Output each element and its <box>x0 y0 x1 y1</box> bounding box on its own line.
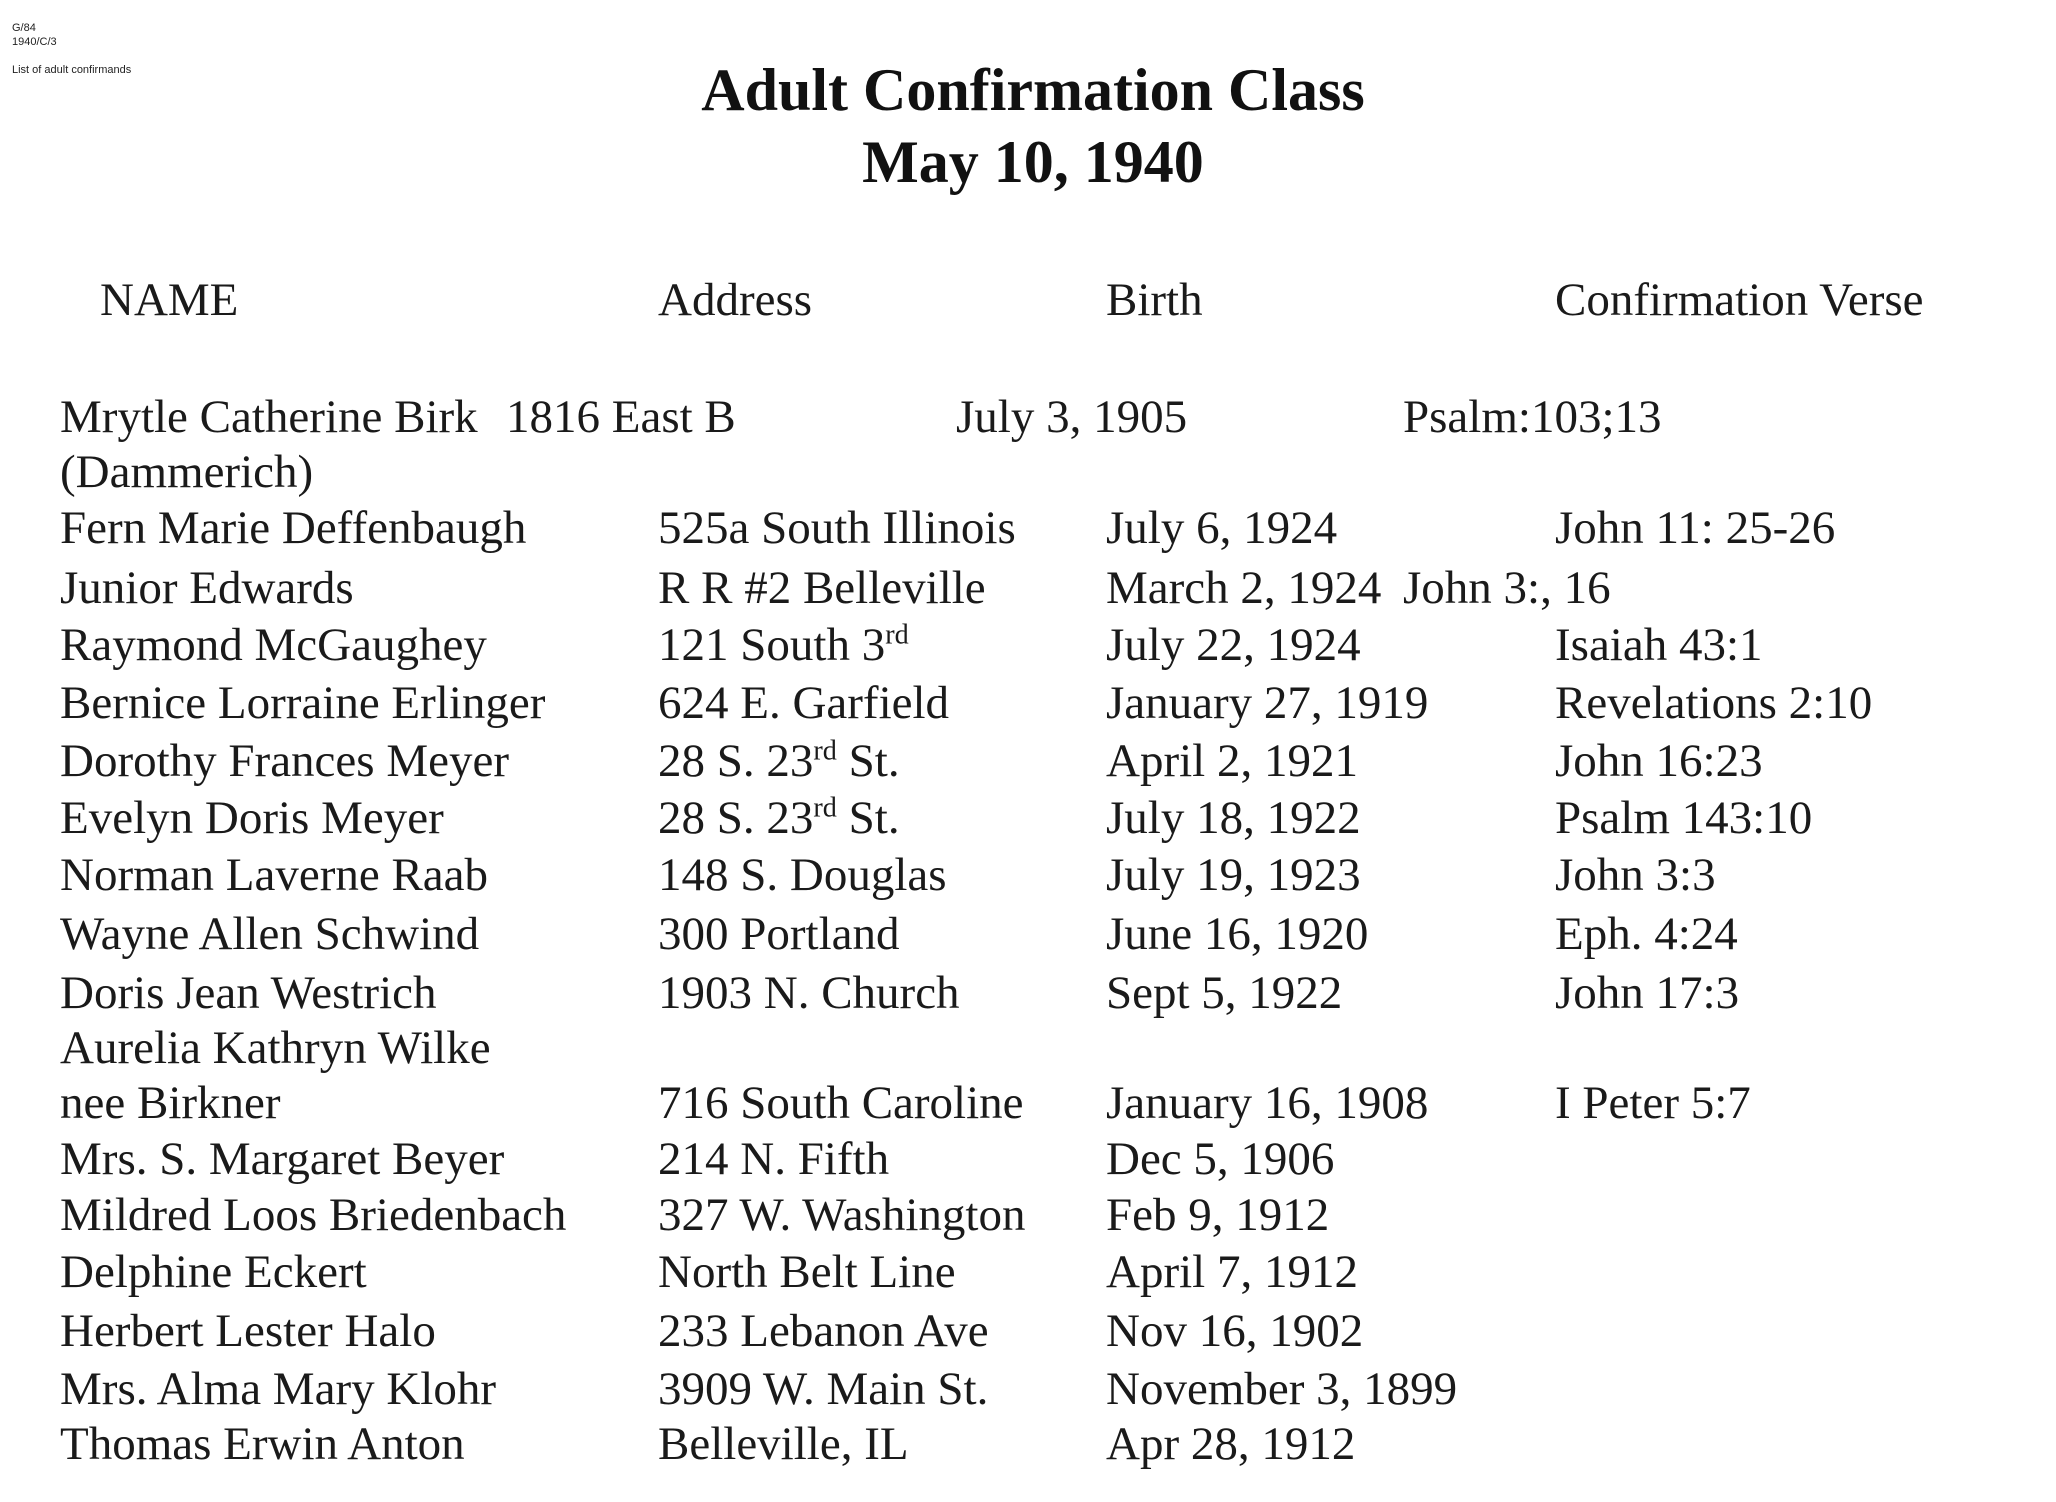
cell-verse: Isaiah 43:1 <box>1555 619 1763 671</box>
cell-birth: Sept 5, 1922 <box>1106 967 1343 1019</box>
cell-verse: John 3:, 16 <box>1403 562 1611 614</box>
cell-name: Junior Edwards <box>60 562 354 614</box>
cell-verse: Psalm:103;13 <box>1403 391 1662 443</box>
cell-address: North Belt Line <box>658 1246 956 1298</box>
cell-name: Evelyn Doris Meyer <box>60 792 444 844</box>
cell-verse: John 3:3 <box>1555 849 1716 901</box>
ref-code-line-1: G/84 <box>12 22 36 34</box>
cell-address: 525a South Illinois <box>658 502 1016 554</box>
header-confirmation-verse: Confirmation Verse <box>1555 274 1924 326</box>
header-birth: Birth <box>1106 274 1203 326</box>
cell-birth: April 7, 1912 <box>1106 1246 1358 1298</box>
cell-name: Dorothy Frances Meyer <box>60 735 509 787</box>
cell-verse: John 16:23 <box>1555 735 1763 787</box>
header-name: NAME <box>100 274 239 326</box>
cell-birth: Dec 5, 1906 <box>1106 1133 1335 1185</box>
cell-name: Bernice Lorraine Erlinger <box>60 677 546 729</box>
cell-name: Aurelia Kathryn Wilke <box>60 1022 491 1074</box>
cell-birth: Nov 16, 1902 <box>1106 1305 1364 1357</box>
cell-address: 300 Portland <box>658 908 900 960</box>
cell-verse: Psalm 143:10 <box>1555 792 1813 844</box>
cell-birth: March 2, 1924 <box>1106 562 1382 614</box>
cell-verse: Eph. 4:24 <box>1555 908 1738 960</box>
cell-verse: John 11: 25-26 <box>1555 502 1836 554</box>
cell-name: Mrs. Alma Mary Klohr <box>60 1363 497 1415</box>
header-address: Address <box>658 274 813 326</box>
cell-birth: July 6, 1924 <box>1106 502 1338 554</box>
cell-address: 121 South 3rd <box>658 619 909 671</box>
cell-address: 327 W. Washington <box>658 1189 1026 1241</box>
cell-address: 716 South Caroline <box>658 1077 1024 1129</box>
cell-verse: Revelations 2:10 <box>1555 677 1873 729</box>
document-description: List of adult confirmands <box>12 64 132 76</box>
cell-name: Delphine Eckert <box>60 1246 367 1298</box>
cell-verse: John 17:3 <box>1555 967 1740 1019</box>
cell-address: R R #2 Belleville <box>658 562 986 614</box>
cell-address: Belleville, IL <box>658 1418 909 1470</box>
cell-address: 28 S. 23rd St. <box>658 792 900 844</box>
cell-birth: July 3, 1905 <box>956 391 1188 443</box>
cell-birth: Apr 28, 1912 <box>1106 1418 1356 1470</box>
cell-name: Mrs. S. Margaret Beyer <box>60 1133 505 1185</box>
cell-birth: Feb 9, 1912 <box>1106 1189 1330 1241</box>
cell-birth: November 3, 1899 <box>1106 1363 1458 1415</box>
cell-address: 148 S. Douglas <box>658 849 947 901</box>
cell-name: Mildred Loos Briedenbach <box>60 1189 567 1241</box>
cell-birth: June 16, 1920 <box>1106 908 1369 960</box>
document-title: Adult Confirmation Class <box>701 57 1365 123</box>
cell-verse: I Peter 5:7 <box>1555 1077 1751 1129</box>
cell-name: Fern Marie Deffenbaugh <box>60 502 527 554</box>
cell-name: Herbert Lester Halo <box>60 1305 436 1357</box>
cell-birth: July 19, 1923 <box>1106 849 1361 901</box>
cell-address: 3909 W. Main St. <box>658 1363 989 1415</box>
ref-code-line-2: 1940/C/3 <box>12 36 57 48</box>
cell-name: nee Birkner <box>60 1077 281 1129</box>
cell-name: Mrytle Catherine Birk <box>60 391 478 443</box>
cell-name: Wayne Allen Schwind <box>60 908 480 960</box>
cell-name: Norman Laverne Raab <box>60 849 489 901</box>
cell-birth: July 22, 1924 <box>1106 619 1361 671</box>
cell-name: Thomas Erwin Anton <box>60 1418 465 1470</box>
cell-address: 624 E. Garfield <box>658 677 950 729</box>
cell-birth: April 2, 1921 <box>1106 735 1358 787</box>
cell-address: 1903 N. Church <box>658 967 960 1019</box>
cell-name: (Dammerich) <box>60 446 314 498</box>
cell-name: Doris Jean Westrich <box>60 967 437 1019</box>
cell-address: 233 Lebanon Ave <box>658 1305 989 1357</box>
cell-name: Raymond McGaughey <box>60 619 487 671</box>
document-date: May 10, 1940 <box>862 129 1204 195</box>
cell-birth: January 16, 1908 <box>1106 1077 1429 1129</box>
cell-address: 214 N. Fifth <box>658 1133 890 1185</box>
cell-birth: January 27, 1919 <box>1106 677 1429 729</box>
cell-address: 28 S. 23rd St. <box>658 735 900 787</box>
cell-birth: July 18, 1922 <box>1106 792 1361 844</box>
cell-address: 1816 East B <box>506 391 736 443</box>
